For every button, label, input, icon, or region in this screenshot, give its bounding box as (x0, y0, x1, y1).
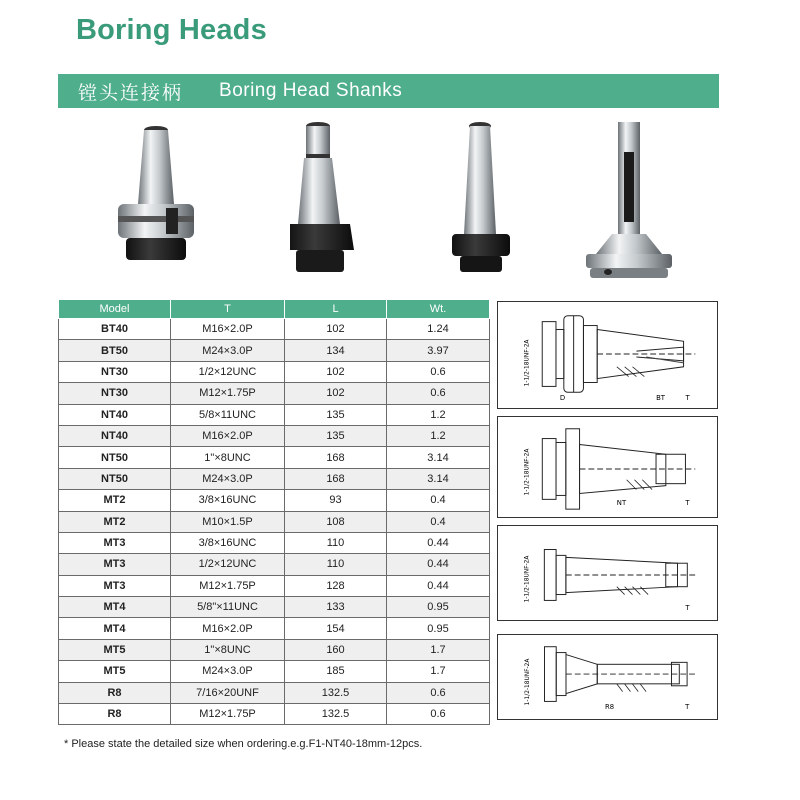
ordering-note: * Please state the detailed size when ordering.e.g.F1-NT40-18mm-12pcs. (64, 738, 423, 750)
label-d: D (559, 394, 566, 403)
cell-thread: 5/8×11UNC (171, 404, 285, 425)
bt-shank-image (116, 112, 216, 292)
cell-length: 108 (285, 511, 387, 532)
cell-thread: 5/8"×11UNC (171, 597, 285, 618)
cell-weight: 1.7 (387, 661, 490, 682)
cell-length: 128 (285, 575, 387, 596)
table-row (59, 597, 490, 618)
header-model: Model (59, 300, 171, 319)
cell-thread: M24×3.0P (171, 340, 285, 361)
label-nt: NT (616, 499, 627, 508)
cell-model: R8 (59, 682, 171, 703)
cell-weight: 0.4 (387, 511, 490, 532)
table-row (59, 319, 490, 340)
cell-weight: 0.95 (387, 618, 490, 639)
cell-thread: 3/8×16UNC (171, 490, 285, 511)
product-photos (58, 112, 719, 292)
cell-length: 185 (285, 661, 387, 682)
table-row (59, 618, 490, 639)
table-row (59, 682, 490, 703)
cell-weight: 3.14 (387, 447, 490, 468)
r8-shank-image (578, 112, 678, 292)
thread-label: 1-1/2-18UNF-2A (524, 658, 531, 706)
table-row (59, 361, 490, 382)
cell-thread: M16×2.0P (171, 425, 285, 446)
cell-model: NT40 (59, 404, 171, 425)
header-thread: T (171, 300, 285, 319)
cell-weight: 0.95 (387, 597, 490, 618)
table-row (59, 425, 490, 446)
cell-thread: M16×2.0P (171, 319, 285, 340)
cell-weight: 0.6 (387, 383, 490, 404)
cell-thread: M16×2.0P (171, 618, 285, 639)
cell-weight: 0.44 (387, 575, 490, 596)
cell-weight: 1.2 (387, 425, 490, 446)
table-row (59, 404, 490, 425)
label-t: T (685, 499, 690, 508)
nt-shank-drawing (497, 416, 718, 518)
cell-thread: 3/8×16UNC (171, 532, 285, 553)
cell-model: MT3 (59, 532, 171, 553)
section-banner (58, 74, 719, 108)
cell-length: 168 (285, 447, 387, 468)
cell-weight: 0.44 (387, 532, 490, 553)
cell-weight: 1.2 (387, 404, 490, 425)
cell-model: MT3 (59, 554, 171, 575)
r8-shank-drawing (497, 634, 718, 720)
cell-thread: M24×3.0P (171, 661, 285, 682)
cell-weight: 3.97 (387, 340, 490, 361)
cell-length: 102 (285, 319, 387, 340)
cell-weight: 0.44 (387, 554, 490, 575)
cell-model: NT30 (59, 361, 171, 382)
cell-thread: 1/2×12UNC (171, 554, 285, 575)
cell-length: 132.5 (285, 704, 387, 725)
cell-thread: M24×3.0P (171, 468, 285, 489)
cell-thread: 7/16×20UNF (171, 682, 285, 703)
table-header-row (59, 300, 490, 319)
header-length: L (285, 300, 387, 319)
label-t: T (685, 604, 690, 613)
table-row (59, 704, 490, 725)
table-row (59, 468, 490, 489)
cell-weight: 0.4 (387, 490, 490, 511)
table-row (59, 639, 490, 660)
cell-model: NT50 (59, 468, 171, 489)
cell-thread: 1"×8UNC (171, 639, 285, 660)
cell-length: 93 (285, 490, 387, 511)
header-weight: Wt. (387, 300, 490, 319)
table-row (59, 340, 490, 361)
table-row (59, 532, 490, 553)
cell-length: 154 (285, 618, 387, 639)
table-row (59, 447, 490, 468)
cell-length: 110 (285, 554, 387, 575)
cell-weight: 0.6 (387, 682, 490, 703)
thread-label: 1-1/2-18UNF-2A (524, 448, 531, 496)
cell-length: 135 (285, 425, 387, 446)
page-title: Boring Heads (76, 14, 267, 46)
cell-length: 160 (285, 639, 387, 660)
mt-shank-image (450, 112, 530, 292)
cell-weight: 1.7 (387, 639, 490, 660)
cell-length: 110 (285, 532, 387, 553)
nt-shank-image (290, 112, 380, 292)
cell-model: NT50 (59, 447, 171, 468)
banner-title-cn: 镗头连接柄 (78, 81, 184, 104)
cell-weight: 3.14 (387, 468, 490, 489)
cell-length: 102 (285, 361, 387, 382)
cell-length: 135 (285, 404, 387, 425)
table-row (59, 383, 490, 404)
cell-length: 132.5 (285, 682, 387, 703)
thread-label: 1-1/2-18UNF-2A (524, 555, 531, 603)
banner-title-en: Boring Head Shanks (219, 80, 403, 101)
label-r8: R8 (605, 703, 615, 712)
table-row (59, 554, 490, 575)
cell-model: NT30 (59, 383, 171, 404)
cell-length: 133 (285, 597, 387, 618)
table-row (59, 575, 490, 596)
table-row (59, 490, 490, 511)
label-bt: BT (656, 394, 665, 403)
thread-label: 1-1/2-18UNF-2A (524, 339, 531, 387)
cell-thread: M12×1.75P (171, 383, 285, 404)
label-t: T (685, 394, 690, 403)
cell-length: 102 (285, 383, 387, 404)
bt-shank-drawing (497, 301, 718, 409)
cell-length: 134 (285, 340, 387, 361)
table-row (59, 511, 490, 532)
cell-model: NT40 (59, 425, 171, 446)
cell-thread: M12×1.75P (171, 575, 285, 596)
cell-model: MT2 (59, 511, 171, 532)
cell-thread: 1/2×12UNC (171, 361, 285, 382)
cell-model: MT4 (59, 618, 171, 639)
cell-model: BT40 (59, 319, 171, 340)
cell-model: MT5 (59, 661, 171, 682)
table-row (59, 661, 490, 682)
spec-table (58, 299, 490, 725)
cell-thread: M12×1.75P (171, 704, 285, 725)
cell-model: R8 (59, 704, 171, 725)
cell-length: 168 (285, 468, 387, 489)
cell-model: MT4 (59, 597, 171, 618)
cell-model: MT5 (59, 639, 171, 660)
cell-weight: 0.6 (387, 704, 490, 725)
cell-model: MT2 (59, 490, 171, 511)
cell-weight: 0.6 (387, 361, 490, 382)
mt-shank-drawing (497, 525, 718, 621)
label-t: T (685, 703, 690, 712)
cell-weight: 1.24 (387, 319, 490, 340)
cell-model: MT3 (59, 575, 171, 596)
cell-thread: 1"×8UNC (171, 447, 285, 468)
cell-model: BT50 (59, 340, 171, 361)
cell-thread: M10×1.5P (171, 511, 285, 532)
